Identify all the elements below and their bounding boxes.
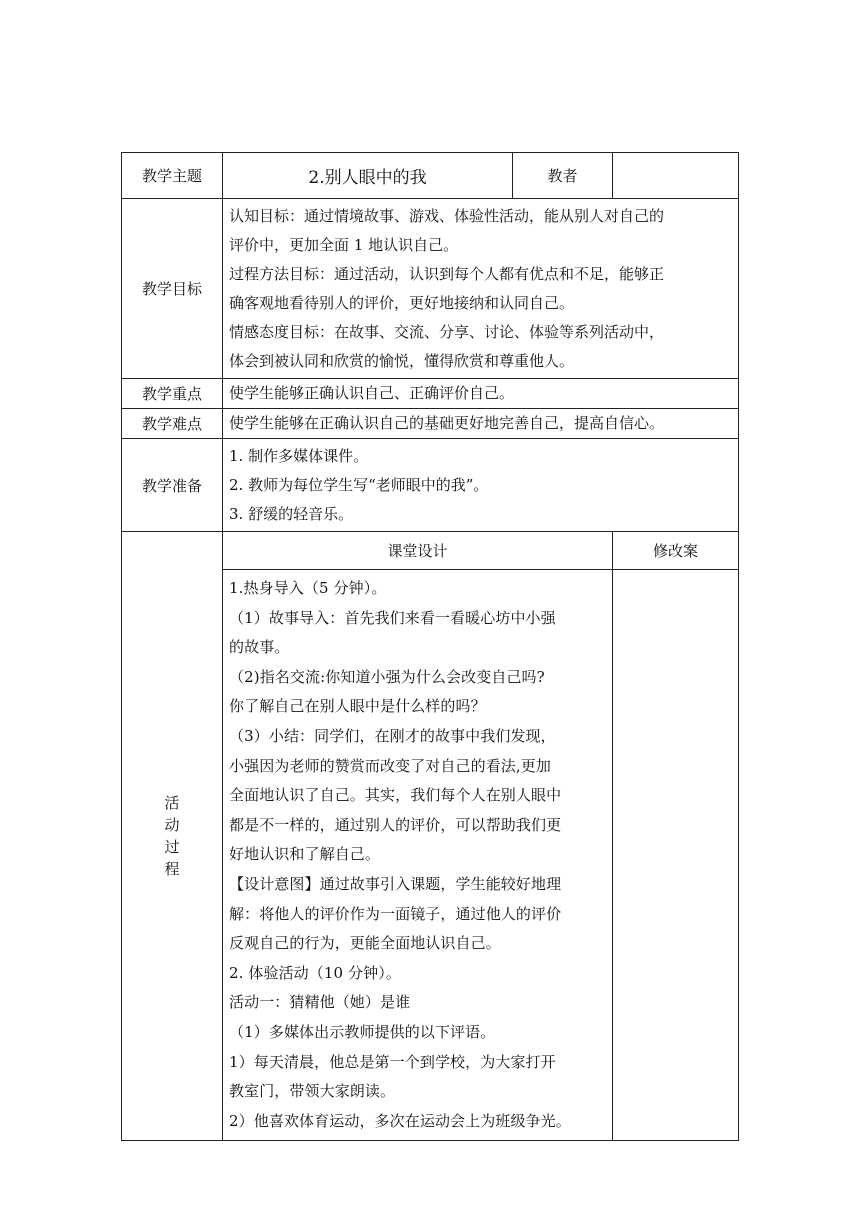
teacher-label: 教者 [513,153,613,199]
design-line: 1.热身导入（5 分钟）。 [229,579,387,597]
lesson-plan-table [121,152,739,1141]
process-label-char: 程 [164,860,180,878]
design-line: 你了解自己在别人眼中是什么样的吗？ [229,697,486,716]
design-line: 都是不一样的，通过别人的评价，可以帮助我们更 [229,815,562,834]
design-line: （1）故事导入：首先我们来看一看暖心坊中小强 [229,608,556,627]
key-point-label: 教学重点 [122,379,223,409]
topic-row [122,153,739,199]
goal-line: 评价中，更加全面 1 地认识自己。 [229,236,459,254]
design-line: 解：将他人的评价作为一面镜子，通过他人的评价 [229,904,562,923]
preparation-label: 教学准备 [122,439,223,532]
preparation-item: 1. 制作多媒体课件。 [229,447,369,465]
design-line: 全面地认识了自己。其实，我们每个人在别人眼中 [229,786,562,805]
goal-line: 认知目标：通过情境故事、游戏、体验性活动，能从别人对自己的 [229,207,665,225]
teacher-value [613,153,739,199]
process-label-char: 过 [164,838,180,856]
design-line: 2. 体验活动（10 分钟）。 [229,963,401,982]
difficulty-value: 使学生能够在正确认识自己的基础更好地完善自己，提高自信心。 [223,409,739,439]
lesson-title: 2.别人眼中的我 [223,153,513,199]
preparation-item: 2. 教师为每位学生写“老师眼中的我”。 [229,476,489,494]
design-line: 2）他喜欢体育运动，多次在运动会上为班级争光。 [229,1111,571,1130]
design-header: 课堂设计 [223,532,613,570]
design-line: （1）多媒体出示教师提供的以下评语。 [229,1022,496,1041]
goal-line: 过程方法目标：通过活动，认识到每个人都有优点和不足，能够正 [229,265,665,283]
goal-line: 体会到被认同和欣赏的愉悦，懂得欣赏和尊重他人。 [229,352,575,370]
preparation-row [122,439,739,532]
design-line: （2)指名交流:你知道小强为什么会改变自己吗? [229,667,545,686]
goals-row [122,199,739,379]
goals-content [223,199,739,379]
preparation-item: 3. 舒缓的轻音乐。 [229,505,354,523]
goal-line: 情感态度目标：在故事、交流、分享、讨论、体验等系列活动中， [229,323,665,341]
key-point-value: 使学生能够正确认识自己、正确评价自己。 [223,379,739,409]
difficulty-label: 教学难点 [122,409,223,439]
process-label [122,532,223,1141]
difficulty-row [122,409,739,439]
design-content [223,570,613,1141]
process-label-char: 活 [164,794,180,812]
topic-label: 教学主题 [122,153,223,199]
design-line: 1）每天清晨，他总是第一个到学校，为大家打开 [229,1052,556,1071]
design-line: 的故事。 [229,638,290,657]
process-header-row [122,532,739,570]
design-line: 教室门，带领大家朗读。 [229,1082,396,1101]
design-line: 好地认识和了解自己。 [229,845,381,864]
preparation-content [223,439,739,532]
key-point-row [122,379,739,409]
process-label-char: 动 [164,816,180,834]
design-line: 活动一：猜精他（她）是谁 [229,993,411,1012]
design-line: （3）小结：同学们，在刚才的故事中我们发现， [229,726,556,745]
revision-content [613,570,739,1141]
revision-header: 修改案 [613,532,739,570]
design-line: 反观自己的行为，更能全面地认识自己。 [229,934,501,953]
goals-label: 教学目标 [122,199,223,379]
design-line: 小强因为老师的赞赏而改变了对自己的看法,更加 [229,756,551,775]
design-line: 【设计意图】通过故事引入课题，学生能较好地理 [229,874,562,893]
goal-line: 确客观地看待别人的评价，更好地接纳和认同自己。 [229,294,575,312]
